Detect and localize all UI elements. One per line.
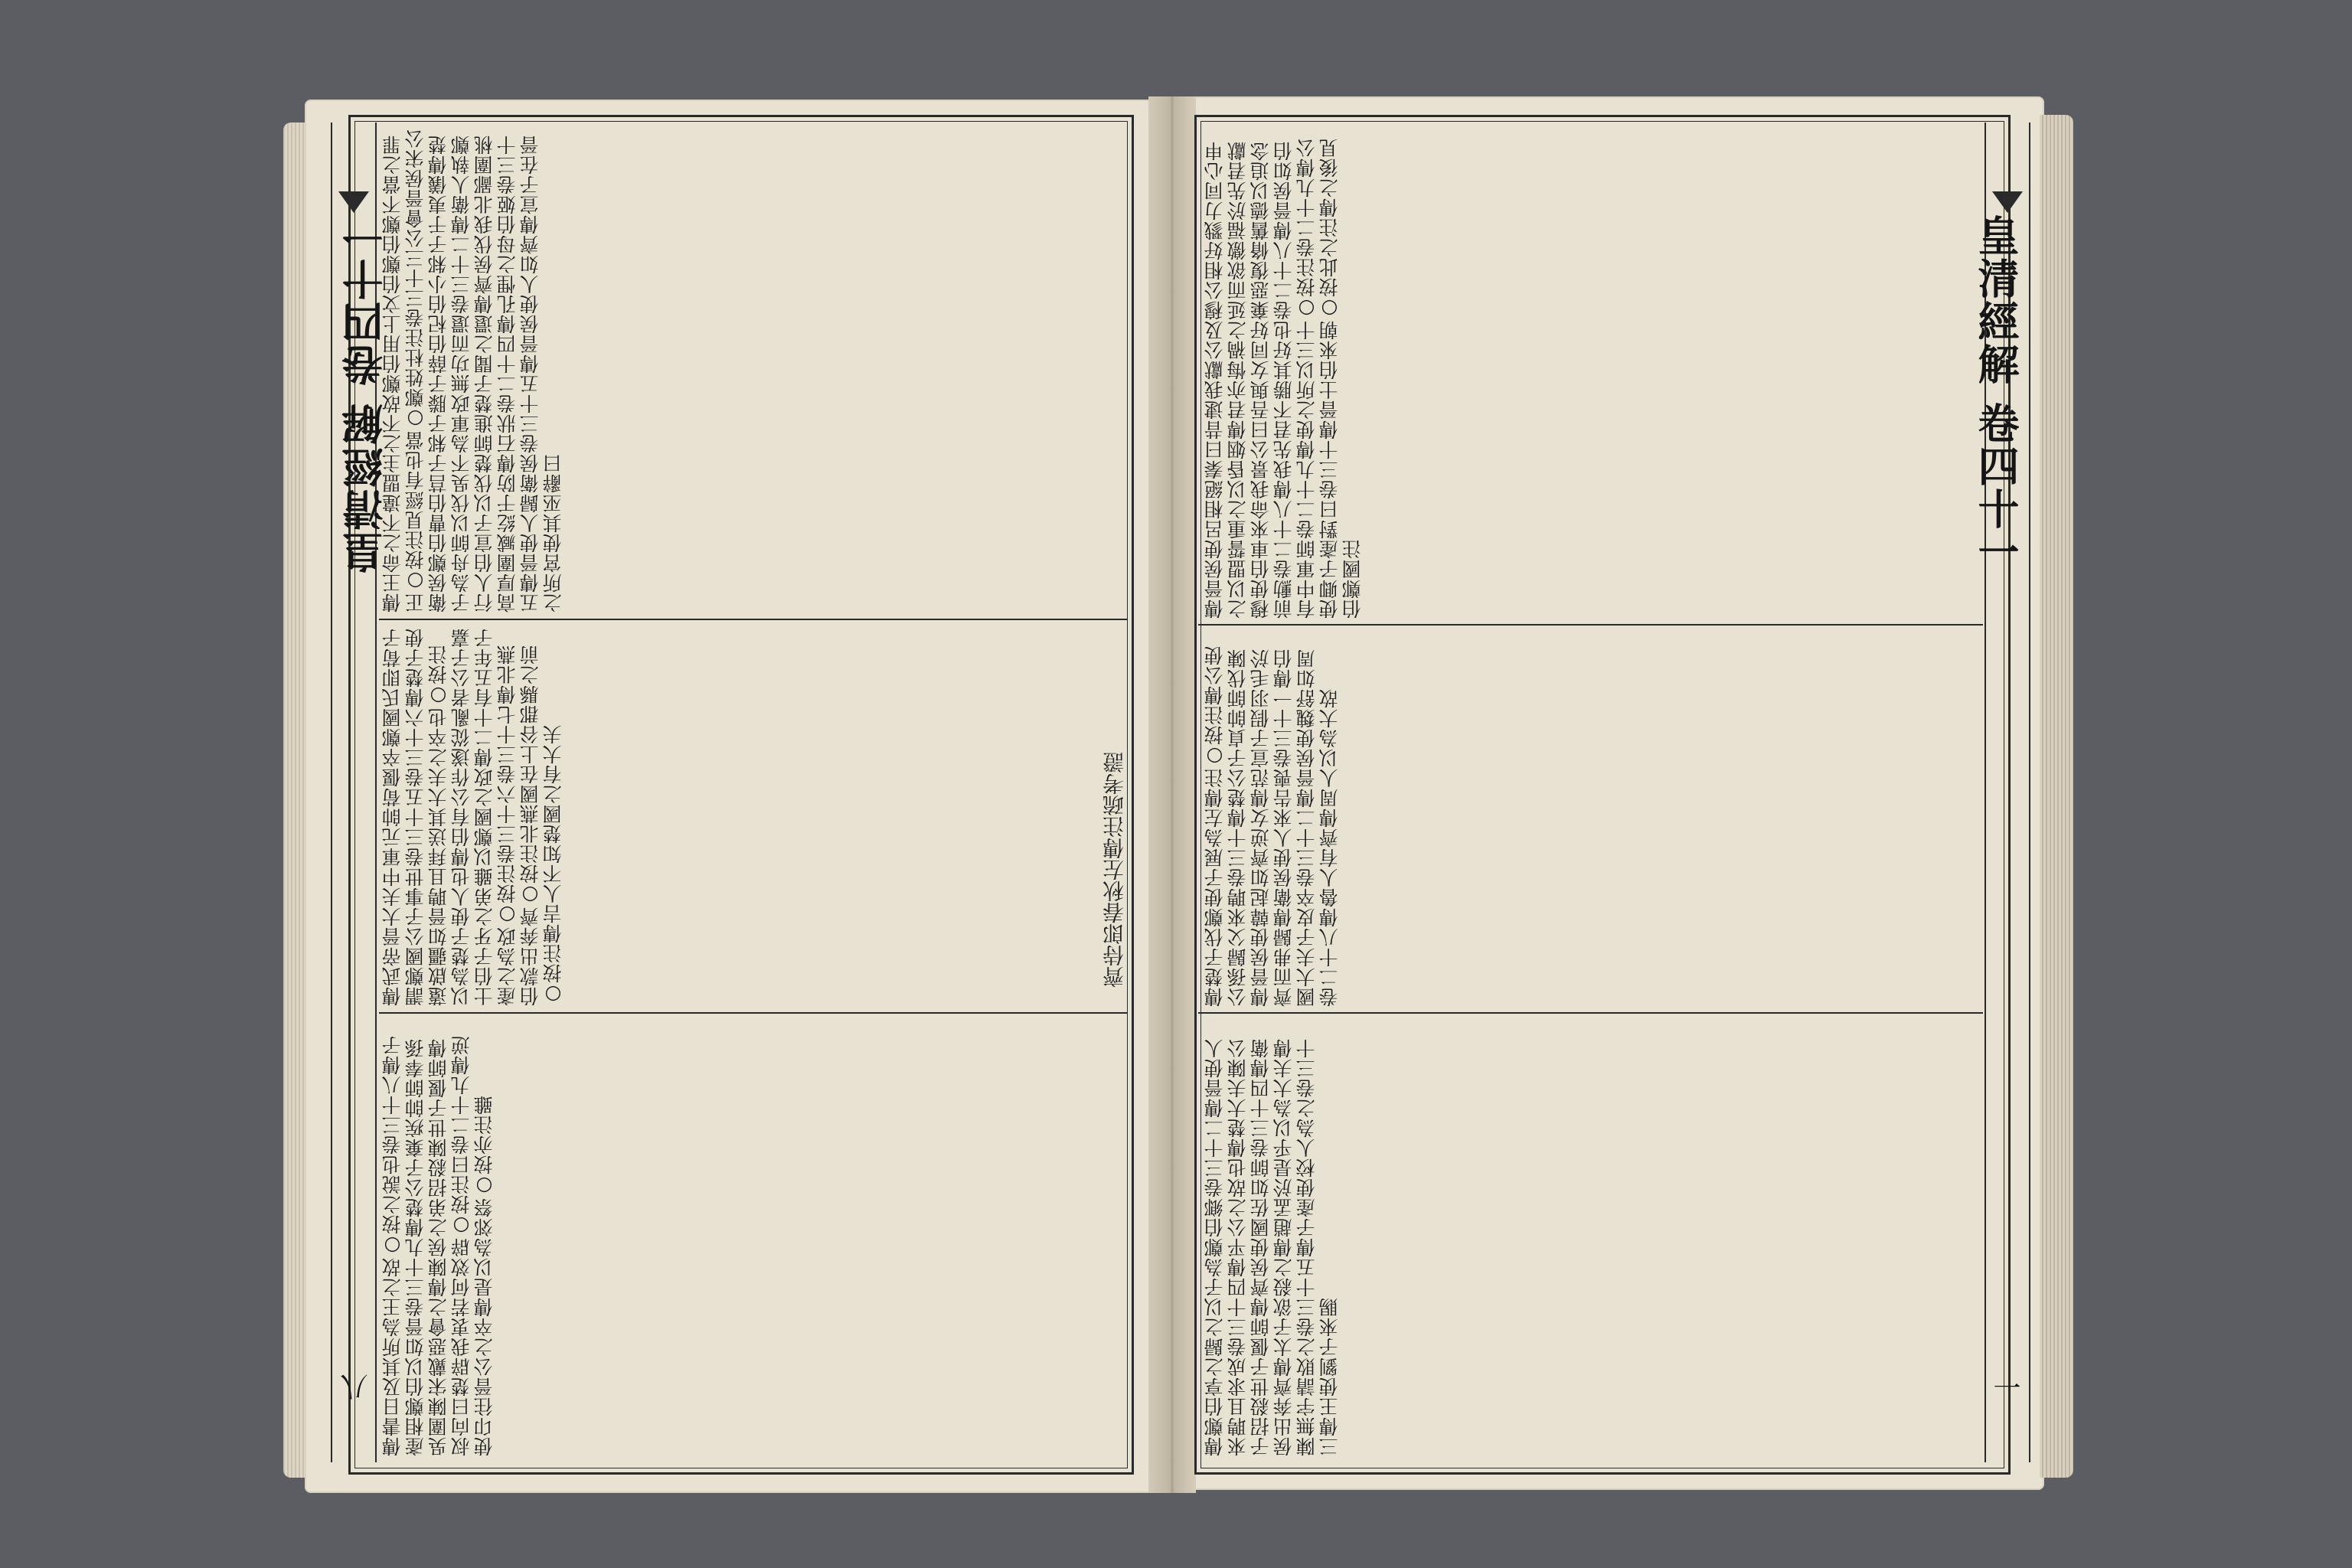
right-tier-top-text: 傳晉侯使呂相絕秦曰昔逮我獻公及穆公相好戮力同心申之以盟誓重之以昏姻傳君亦悔禍之延而欲徼福於先君獻穆使伯車來命我景公曰吾與女同好棄惡復脩舊德以追念前勳卷二十八傳我先君不勝其好也卷二十八傳晉侯如伯有中軍師卷二十九傳使之所以三十○按注卷二十九傳公使卿子產對曰卷三十傳晉士伯來朝○按此之注傳之後見伯鄭國注 [1204, 138, 1364, 619]
left-tier-mid-text: 傳武帝晉大夫中軍元帥荀偃卒鄭國氏即荀子謂鄭國公子事世卷三十五卷三十六傳楚子使薳啟疆如晉聘且拜送其大夫之卒也○按注以為楚子使人也傳伯有公作遂從亂者公子嘉士伯子牙之弟雖以鄭國之政傳二十有五年子產之為政○按注卷三十六卷三十七傳北燕伯款出奔齊○按注北燕國在上谷郡縣之前○按注傳吉人不知楚國之有大夫 [381, 628, 564, 1006]
left-tier-top-text: 傳王命之不違盟主之不故鄭伯用上文伯鄭伯鄭不當之罪正○按注見經有也當○鄭姓杜注卷三十三公會晉侯宋公衛侯鄭伯曹伯莒子邾子滕子薛伯杞伯小邾子于夷儀傳楚子為舟師以伐吳不為軍政無功而還卷三十二傳衛人執鄭行人伯宣子以伐楚師進楚子聞之還傳齊侯伐我北鄙圍桃高厚圍臧紇于防傳石狀卷二十四傳孔悝之母伯姬卷三十五傳晉使人歸衛侯卷三十五傳晉侯使人如齊傳宣子在晉之所宮使其巫辭曰 [381, 129, 564, 612]
left-page-edge [283, 122, 306, 1478]
right-tier-divider-1 [1198, 624, 1983, 626]
right-running-head: 皇清經解 卷四十一 [1971, 214, 2020, 573]
left-tier-bot-text: 傳書日及其所為王之故○按之說也卷三十八傳子產相鄭伯以如晉卷三十九傳楚公子棄疾帥師奉孫吳圍陳宋戴惡會之傳陳侯之弟招殺陳世子偃師傳叔向曰楚辟我衷若何效辟○按注曰卷二十九傳逆使卬往晉公之卒傳是以為郊祭○按亦注雖 [381, 1035, 495, 1456]
left-tier-bot [381, 1020, 1122, 1456]
right-tier-mid [1204, 632, 1977, 1007]
left-colophon: 齊侍郎春秋左傳注疏考證 [1102, 752, 1127, 988]
fishtail-mark [338, 191, 369, 214]
left-tier-divider-2 [379, 1012, 1128, 1014]
right-tier-top [1204, 129, 1977, 619]
right-page-edge [2040, 115, 2073, 1478]
fishtail-mark [1992, 191, 2023, 214]
right-tier-bot [1204, 1020, 1977, 1456]
left-tier-mid [381, 626, 1093, 1006]
book-gutter [1148, 96, 1196, 1493]
right-margin-strip [1971, 122, 2030, 1462]
left-running-head: 皇清經解 卷四十一 [341, 214, 390, 573]
left-tier-divider-1 [379, 619, 1128, 620]
left-tier-top [381, 129, 1122, 612]
right-tier-mid-text: 傳楚子伐鄭使子展為左傳注○按注傳公使公孫歸父來聘卷三十傳楚公子貞帥師伐陳傳晉侯使韓起如齊逆女傳范宣子假羽毛於齊而弗歸傳衛侯使人來告喪卷三十一傳伯國大夫子皮卒卷三十二傳晉侯使魏舒如周卷二十八傳魯人有齊傳周人以為大故 [1204, 645, 1341, 1007]
left-margin-strip [331, 122, 390, 1462]
right-folio: 一 [1989, 1374, 2020, 1401]
left-folio: 八 [341, 1374, 372, 1401]
right-tier-divider-2 [1198, 1012, 1983, 1014]
right-tier-bot-text: 傳鄭伯享之歸之以子為鄭伯鄉卷三十二傳晉使人來聘且求成卷三十四傳平公之故也傳楚大夫陳公子招殺世子偃師傳齊侯使國佐如師卷三十四傳衛侯出奔齊傳太子欲殺之傳趙孟於是乎以為大夫傳陳無宇請敗之卷三十五傳子產使校人為之卷三十三傳王使劉子來賜 [1204, 1038, 1341, 1456]
